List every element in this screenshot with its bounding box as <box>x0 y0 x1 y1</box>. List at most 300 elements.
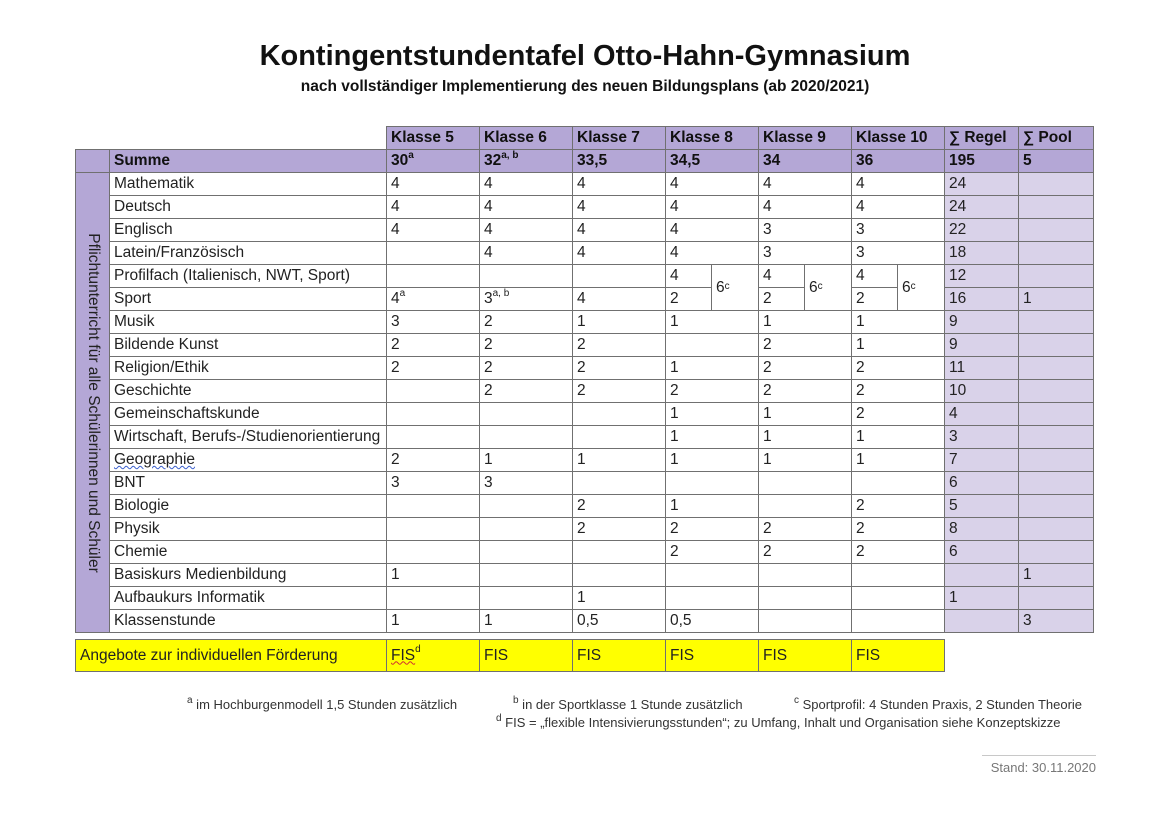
value-cell <box>573 541 666 564</box>
regel-cell: 11 <box>945 357 1019 380</box>
page-title: Kontingentstundentafel Otto-Hahn-Gymnasium <box>259 40 911 72</box>
value-cell <box>666 541 759 564</box>
value-cell <box>573 265 666 288</box>
regel-cell: 24 <box>945 173 1019 196</box>
header-row <box>76 127 1094 150</box>
sport-value: 2 <box>670 290 679 307</box>
pool-cell <box>1019 449 1094 472</box>
cell-value: 1 <box>856 313 865 330</box>
header-cell: Klasse 10 <box>852 127 945 150</box>
cell-value: 1 <box>763 313 772 330</box>
pool-cell <box>1019 196 1094 219</box>
value-cell <box>852 518 945 541</box>
cell-value: 2 <box>763 520 772 537</box>
cell-value: 1 <box>670 405 679 422</box>
value-cell <box>573 311 666 334</box>
pool-cell <box>1019 403 1094 426</box>
table-row <box>76 426 1094 449</box>
value-cell <box>759 518 852 541</box>
subject-cell: Biologie <box>110 495 387 518</box>
value-cell <box>666 426 759 449</box>
value-cell <box>852 173 945 196</box>
cell-value: 4 <box>670 198 679 215</box>
cell-value: 2 <box>856 405 865 422</box>
subject-cell: Profilfach (Italienisch, NWT, Sport) <box>110 265 387 288</box>
fis-value: FIS <box>856 646 881 664</box>
cell-value: 4 <box>670 244 679 261</box>
value-cell <box>573 564 666 587</box>
header-cell: Klasse 6 <box>480 127 573 150</box>
sport-value: 2 <box>763 290 772 307</box>
table-row <box>76 380 1094 403</box>
value-cell <box>852 311 945 334</box>
empty-corner <box>110 127 387 150</box>
pool-cell <box>1019 219 1094 242</box>
cell-value: 1 <box>763 428 772 445</box>
value-cell <box>387 472 480 495</box>
side-label: Pflichtunterricht für alle Schülerinnen und Schüler <box>84 232 102 573</box>
value-cell <box>573 357 666 380</box>
cell-value: 1 <box>577 313 586 330</box>
pool-cell <box>1019 265 1094 288</box>
subject-cell: Basiskurs Medienbildung <box>110 564 387 587</box>
value-cell <box>759 449 852 472</box>
subject-cell: Aufbaukurs Informatik <box>110 587 387 610</box>
value-cell <box>759 403 852 426</box>
value-cell <box>480 449 573 472</box>
cell-value: 3 <box>484 290 493 307</box>
sportprofil-number: 6 <box>809 278 818 296</box>
value-cell <box>573 219 666 242</box>
value-cell <box>852 449 945 472</box>
value-cell <box>480 518 573 541</box>
table-row <box>76 219 1094 242</box>
cell-value: 2 <box>577 382 586 399</box>
regel-cell: 18 <box>945 242 1019 265</box>
value-cell <box>387 242 480 265</box>
value-cell <box>666 196 759 219</box>
pool-cell <box>1019 426 1094 449</box>
value-cell <box>387 449 480 472</box>
cell-value: 3 <box>856 244 865 261</box>
cell-value: 1 <box>670 313 679 330</box>
regel-cell: 9 <box>945 334 1019 357</box>
cell-value: 1 <box>856 451 865 468</box>
value-cell <box>759 426 852 449</box>
value-cell <box>480 288 573 311</box>
cell-value: 4 <box>391 221 400 238</box>
header-cell: Klasse 7 <box>573 127 666 150</box>
subject-cell: Sport <box>110 288 387 311</box>
pool-cell <box>1019 472 1094 495</box>
value-cell <box>387 587 480 610</box>
value-cell <box>666 357 759 380</box>
value-cell <box>666 311 759 334</box>
profile-sport-cell <box>852 265 945 311</box>
regel-cell: 8 <box>945 518 1019 541</box>
table-row <box>76 587 1094 610</box>
subject-cell: Deutsch <box>110 196 387 219</box>
cell-value: 1 <box>856 336 865 353</box>
value-cell <box>387 495 480 518</box>
pool-cell <box>1019 495 1094 518</box>
value-cell <box>387 357 480 380</box>
cell-value: 4 <box>577 244 586 261</box>
value-cell <box>480 541 573 564</box>
fis-value: FIS <box>577 646 602 664</box>
subject-cell: Mathematik <box>110 173 387 196</box>
value-cell <box>573 587 666 610</box>
value-cell <box>666 334 759 357</box>
footnote-d: $^d$ FIS = „flexible Intensivierungsstunden“; zu Umfang, Inhalt und Organisation siehe Konzeptskizze <box>496 712 1061 730</box>
empty-cell <box>945 640 1019 672</box>
value-cell <box>387 564 480 587</box>
value-cell <box>852 334 945 357</box>
cell-value: 2 <box>856 543 865 560</box>
value-cell <box>666 449 759 472</box>
foerderung-label: Angebote zur individuellen Förderung <box>76 640 387 672</box>
cell-value: 1 <box>670 451 679 468</box>
value-cell <box>480 173 573 196</box>
regel-cell <box>945 564 1019 587</box>
value-cell <box>666 472 759 495</box>
value-cell <box>852 541 945 564</box>
cell-value: 4 <box>763 175 772 192</box>
profile-sport-cell <box>666 265 759 311</box>
cell-value: 2 <box>484 336 493 353</box>
cell-value: 2 <box>763 543 772 560</box>
value-cell <box>852 610 945 633</box>
kontingent-table <box>75 126 1094 672</box>
value-cell <box>573 380 666 403</box>
value-cell <box>573 449 666 472</box>
stand-divider <box>982 755 1096 756</box>
value-cell <box>759 357 852 380</box>
regel-cell: 22 <box>945 219 1019 242</box>
value-cell <box>387 288 480 311</box>
fis-cell <box>480 640 573 672</box>
fis-cell <box>387 640 480 672</box>
profilfach-value: 4 <box>763 267 772 284</box>
cell-value: 4 <box>484 175 493 192</box>
cell-value: 1 <box>484 451 493 468</box>
fis-cell <box>666 640 759 672</box>
footnote-c: $^c$ Sportprofil: 4 Stunden Praxis, 2 Stunden Theorie <box>794 694 1083 712</box>
cell-value: 2 <box>391 359 400 376</box>
sum-cell: 195 <box>945 150 1019 173</box>
empty-corner <box>76 127 110 150</box>
cell-value: 3 <box>856 221 865 238</box>
fis-value: FIS <box>484 646 509 664</box>
pool-cell <box>1019 541 1094 564</box>
cell-value: 2 <box>856 382 865 399</box>
value-cell <box>852 564 945 587</box>
cell-value: 1 <box>856 428 865 445</box>
cell-value: 2 <box>670 382 679 399</box>
subject-cell: Geographie <box>110 449 387 472</box>
subject-cell: Chemie <box>110 541 387 564</box>
cell-value: 2 <box>391 336 400 353</box>
value-cell <box>759 610 852 633</box>
value-cell <box>759 472 852 495</box>
value-cell <box>759 196 852 219</box>
regel-cell: 16 <box>945 288 1019 311</box>
regel-cell: 6 <box>945 541 1019 564</box>
subject-cell: Englisch <box>110 219 387 242</box>
cell-value: 3 <box>763 244 772 261</box>
sum-side-cell <box>76 150 110 173</box>
value-cell <box>759 173 852 196</box>
regel-cell: 12 <box>945 265 1019 288</box>
table-row <box>76 564 1094 587</box>
subject-cell: Physik <box>110 518 387 541</box>
cell-value: 2 <box>856 497 865 514</box>
value-cell <box>573 495 666 518</box>
pool-cell <box>1019 518 1094 541</box>
value-cell <box>480 564 573 587</box>
cell-value: 4 <box>391 175 400 192</box>
sum-label: Summe <box>110 150 387 173</box>
split-left <box>852 265 898 310</box>
value-cell <box>387 334 480 357</box>
cell-value: 1 <box>670 359 679 376</box>
value-cell <box>573 196 666 219</box>
value-cell <box>852 587 945 610</box>
footnote-mark: a, b <box>492 287 510 299</box>
fis-value: FIS <box>670 646 695 664</box>
subject-cell: Musik <box>110 311 387 334</box>
value-cell <box>666 242 759 265</box>
value-cell <box>480 311 573 334</box>
value-cell <box>387 426 480 449</box>
cell-value: 3 <box>763 221 772 238</box>
fis-value: FIS <box>391 646 416 664</box>
pool-cell: 1 <box>1019 564 1094 587</box>
header-cell: Klasse 9 <box>759 127 852 150</box>
cell-value: 2 <box>763 336 772 353</box>
cell-value: 2 <box>577 359 586 376</box>
pool-cell <box>1019 242 1094 265</box>
value-cell <box>573 518 666 541</box>
cell-value: 4 <box>391 290 400 307</box>
header-cell: ∑ Pool <box>1019 127 1094 150</box>
profilfach-value: 4 <box>856 267 865 284</box>
table-row <box>76 265 1094 288</box>
value-cell <box>666 380 759 403</box>
table-row <box>76 403 1094 426</box>
sum-cell: 34 <box>759 150 852 173</box>
profile-sport-cell <box>759 265 852 311</box>
value-cell <box>852 196 945 219</box>
regel-cell: 7 <box>945 449 1019 472</box>
pool-cell: 3 <box>1019 610 1094 633</box>
value-cell <box>573 610 666 633</box>
value-cell <box>666 173 759 196</box>
cell-value: 2 <box>856 359 865 376</box>
value-cell <box>387 311 480 334</box>
spacer-row <box>76 633 1094 640</box>
cell-value: 1 <box>670 428 679 445</box>
cell-value: 1 <box>577 451 586 468</box>
cell-value: 4 <box>856 175 865 192</box>
value-cell <box>480 242 573 265</box>
cell-value: 2 <box>763 359 772 376</box>
cell-value: 4 <box>391 198 400 215</box>
value-cell <box>759 541 852 564</box>
value-cell <box>387 196 480 219</box>
cell-value: 4 <box>577 175 586 192</box>
value-cell <box>480 426 573 449</box>
cell-value: 0,5 <box>670 612 692 629</box>
table-row <box>76 242 1094 265</box>
fis-cell <box>759 640 852 672</box>
stand-date: Stand: 30.11.2020 <box>990 760 1096 775</box>
value-cell <box>387 403 480 426</box>
subject-cell: Latein/Französisch <box>110 242 387 265</box>
subject-cell: Bildende Kunst <box>110 334 387 357</box>
value-cell <box>387 610 480 633</box>
cell-value: 2 <box>577 497 586 514</box>
cell-value: 2 <box>484 313 493 330</box>
pool-cell <box>1019 334 1094 357</box>
regel-cell: 10 <box>945 380 1019 403</box>
cell-value: 2 <box>391 451 400 468</box>
cell-value: 4 <box>670 175 679 192</box>
header-cell: Klasse 8 <box>666 127 759 150</box>
value-cell <box>387 265 480 288</box>
spacer-cell <box>76 633 1094 640</box>
footnote-a: $^a$ im Hochburgenmodell 1,5 Stunden zusätzlich <box>187 694 458 712</box>
subject-cell: Wirtschaft, Berufs-/Studienorientierung <box>110 426 387 449</box>
value-cell <box>480 334 573 357</box>
table-row <box>76 518 1094 541</box>
subject-cell: Geschichte <box>110 380 387 403</box>
value-cell <box>759 311 852 334</box>
value-cell <box>666 587 759 610</box>
cell-value: 2 <box>577 520 586 537</box>
empty-cell <box>1019 640 1094 672</box>
subject-cell: Religion/Ethik <box>110 357 387 380</box>
value-cell <box>480 265 573 288</box>
value-cell <box>666 219 759 242</box>
footnote-b: $^b$ in der Sportklasse 1 Stunde zusätzlich <box>513 694 743 712</box>
pool-cell <box>1019 357 1094 380</box>
regel-cell: 6 <box>945 472 1019 495</box>
table-row <box>76 357 1094 380</box>
table-row <box>76 311 1094 334</box>
sportprofil-number: 6 <box>902 278 911 296</box>
value-cell <box>759 242 852 265</box>
table-row <box>76 173 1094 196</box>
subject-cell: Klassenstunde <box>110 610 387 633</box>
subject-cell: BNT <box>110 472 387 495</box>
cell-value: 4 <box>484 198 493 215</box>
value-cell <box>852 242 945 265</box>
sum-row <box>76 150 1094 173</box>
cell-value: 4 <box>763 198 772 215</box>
cell-value: 4 <box>484 244 493 261</box>
cell-value: 4 <box>577 198 586 215</box>
value-cell <box>852 472 945 495</box>
value-cell <box>666 495 759 518</box>
cell-value: 1 <box>484 612 493 629</box>
value-cell <box>480 380 573 403</box>
table-row <box>76 196 1094 219</box>
pool-cell <box>1019 587 1094 610</box>
sum-cell: 36 <box>852 150 945 173</box>
sum-cell: 34,5 <box>666 150 759 173</box>
cell-value: 1 <box>763 405 772 422</box>
cell-value: 4 <box>856 198 865 215</box>
cell-value: 4 <box>670 221 679 238</box>
value-cell <box>387 541 480 564</box>
pool-cell <box>1019 173 1094 196</box>
value-cell <box>573 334 666 357</box>
value-cell <box>852 380 945 403</box>
regel-cell: 1 <box>945 587 1019 610</box>
value-cell <box>852 357 945 380</box>
value-cell <box>666 518 759 541</box>
profilfach-value: 4 <box>670 267 679 284</box>
cell-value: 0,5 <box>577 612 599 629</box>
sum-cell: 30$^a$ <box>387 150 480 173</box>
pool-cell <box>1019 311 1094 334</box>
value-cell <box>852 403 945 426</box>
value-cell <box>573 472 666 495</box>
sportprofil-value: 6 $^c$ <box>712 265 758 310</box>
value-cell <box>852 219 945 242</box>
sum-cell: 33,5 <box>573 150 666 173</box>
cell-value: 2 <box>856 520 865 537</box>
value-cell <box>666 610 759 633</box>
table-row <box>76 472 1094 495</box>
value-cell <box>852 495 945 518</box>
value-cell <box>387 173 480 196</box>
cell-value: 1 <box>391 612 400 629</box>
value-cell <box>759 219 852 242</box>
value-cell <box>387 518 480 541</box>
split-left <box>666 265 712 310</box>
cell-value: 1 <box>763 451 772 468</box>
table-row <box>76 610 1094 633</box>
regel-cell: 3 <box>945 426 1019 449</box>
pool-cell: 1 <box>1019 288 1094 311</box>
value-cell <box>666 564 759 587</box>
value-cell <box>573 242 666 265</box>
cell-value: 2 <box>577 336 586 353</box>
sportprofil-number: 6 <box>716 278 725 296</box>
value-cell <box>666 403 759 426</box>
fis-value: FIS <box>763 646 788 664</box>
value-cell <box>480 219 573 242</box>
sport-value: 2 <box>856 290 865 307</box>
table-row <box>76 541 1094 564</box>
value-cell <box>480 403 573 426</box>
value-cell <box>387 219 480 242</box>
value-cell <box>759 587 852 610</box>
cell-value: 1 <box>391 566 400 583</box>
cell-value: 3 <box>391 313 400 330</box>
header-cell: ∑ Regel <box>945 127 1019 150</box>
cell-value: 2 <box>670 520 679 537</box>
value-cell <box>759 334 852 357</box>
cell-value: 4 <box>577 221 586 238</box>
cell-value: 2 <box>484 359 493 376</box>
fis-cell <box>852 640 945 672</box>
value-cell <box>480 196 573 219</box>
cell-value: 3 <box>484 474 493 491</box>
page-subtitle: nach vollständiger Implementierung des neuen Bildungsplans (ab 2020/2021) <box>300 78 870 95</box>
